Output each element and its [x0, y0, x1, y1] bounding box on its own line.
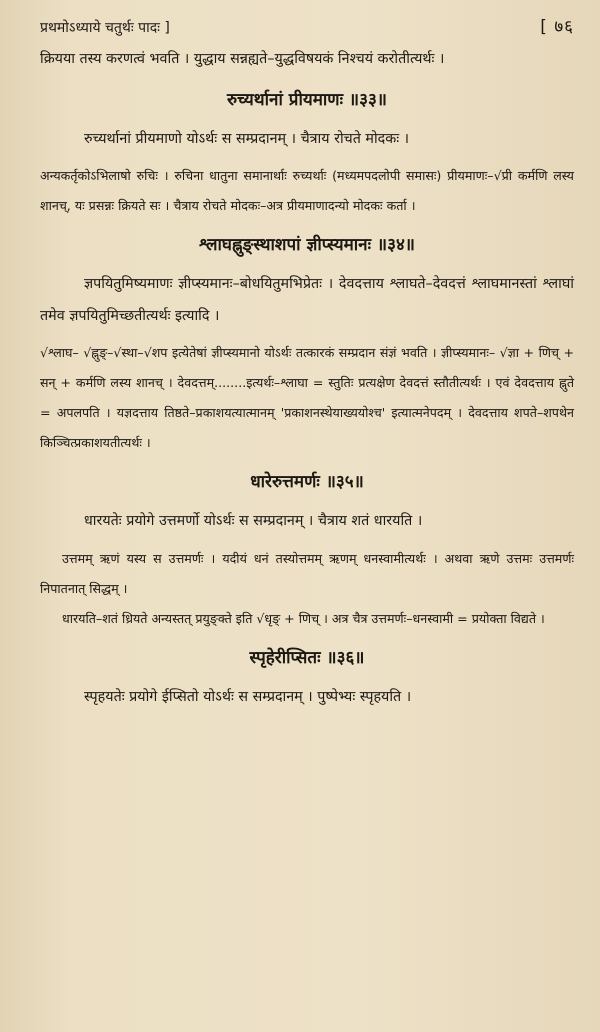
sutra-33: रुच्यर्थानां प्रीयमाणः ॥३३॥ — [227, 89, 387, 110]
paragraph-2: रुच्यर्थानां प्रीयमाणो योऽर्थः स सम्प्रदानम् । चैत्राय रोचते मोदकः । — [84, 130, 410, 147]
commentary-33: अन्यकर्तृकोऽभिलाषो रुचिः । रुचिना धातुना समानार्थाः रुच्यर्थाः (मध्यमपदलोपी समासः) प्रीयमाणः–√प्री कर्मणि लस्य शानच्, यः प्रसन्नः क्रियते सः । चैत्राय रोचते मोदकः–अत्र प्रीयमाणादन्यो मोदकः कर्ता । — [40, 168, 574, 213]
paragraph-9: स्पृहयतेः प्रयोगे ईप्सितो योऽर्थः स सम्प्रदानम् । पुष्पेभ्यः स्पृहयति । — [84, 688, 412, 705]
sutra-34: श्लाघह्नुङ्स्थाशपां ज्ञीप्स्यमानः ॥३४॥ — [199, 235, 415, 255]
sutra-35: धारेरुत्तमर्णः ॥३५॥ — [250, 472, 364, 492]
page-number: [ ७६ — [540, 17, 574, 37]
paragraph-1: क्रियया तस्य करणत्वं भवति । युद्धाय सन्नह्यते–युद्धविषयकं निश्चयं करोतीत्यर्थः । — [40, 51, 445, 67]
paragraph-6: धारयतेः प्रयोगे उत्तमर्णो योऽर्थः स सम्प्रदानम् । चैत्राय शतं धारयति । — [84, 513, 423, 529]
paragraph-4: ज्ञपयितुमिष्यमाणः ज्ञीप्स्यमानः–बोधयितुमभिप्रेतः । देवदत्ताय श्लाघते–देवदत्तं श्लाघमानस्तां श्लाघां तमेव ज्ञपयितुमिच्छतीत्यर्थः इत्यादि । — [40, 276, 574, 324]
commentary-35b: धारयति–शतं ध्रियते अन्यस्तत् प्रयुङ्क्ते इति √धृङ् + णिच् । अत्र चैत्र उत्तमर्णः–धनस्वामी = प्रयोक्ता विद्यते । — [62, 610, 545, 626]
running-title: प्रथमोऽध्याये चतुर्थः पादः ] — [40, 20, 170, 36]
commentary-35a: उत्तमम् ऋणं यस्य स उत्तमर्णः । यदीयं धनं तस्योत्तमम् ऋणम् धनस्वामीत्यर्थः । अथवा ऋणे उत्तमः उत्तमर्णः निपातनात् सिद्धम् । — [40, 550, 574, 596]
sutra-36: स्पृहेरीप्सितः ॥३६॥ — [249, 647, 365, 668]
page-header — [40, 10, 574, 44]
commentary-34: √श्लाघ– √ह्नुङ्–√स्था–√शप इत्येतेषां ज्ञीप्स्यमानो योऽर्थः तत्कारकं सम्प्रदान संज्ञं भवति । ज्ञीप्स्यमानः– √ज्ञा + णिच् + सन् + कर्मणि लस्य शानच् । देवदत्तम्........इत्यर्थः–श्लाघा = स्तुतिः प्रत्यक्षेण देवदत्तं स्तौतीत्यर्थः । एवं देवदत्ताय ह्नुते = अपलपति । यज्ञदत्ताय तिष्ठते–प्रकाशयत्यात्मानम् 'प्रकाशनस्थेयाख्ययोश्च' इत्यात्मनेपदम् । देवदत्ताय शपते–शपथेन किञ्चित्प्रकाशयतीत्यर्थः । — [40, 345, 574, 450]
